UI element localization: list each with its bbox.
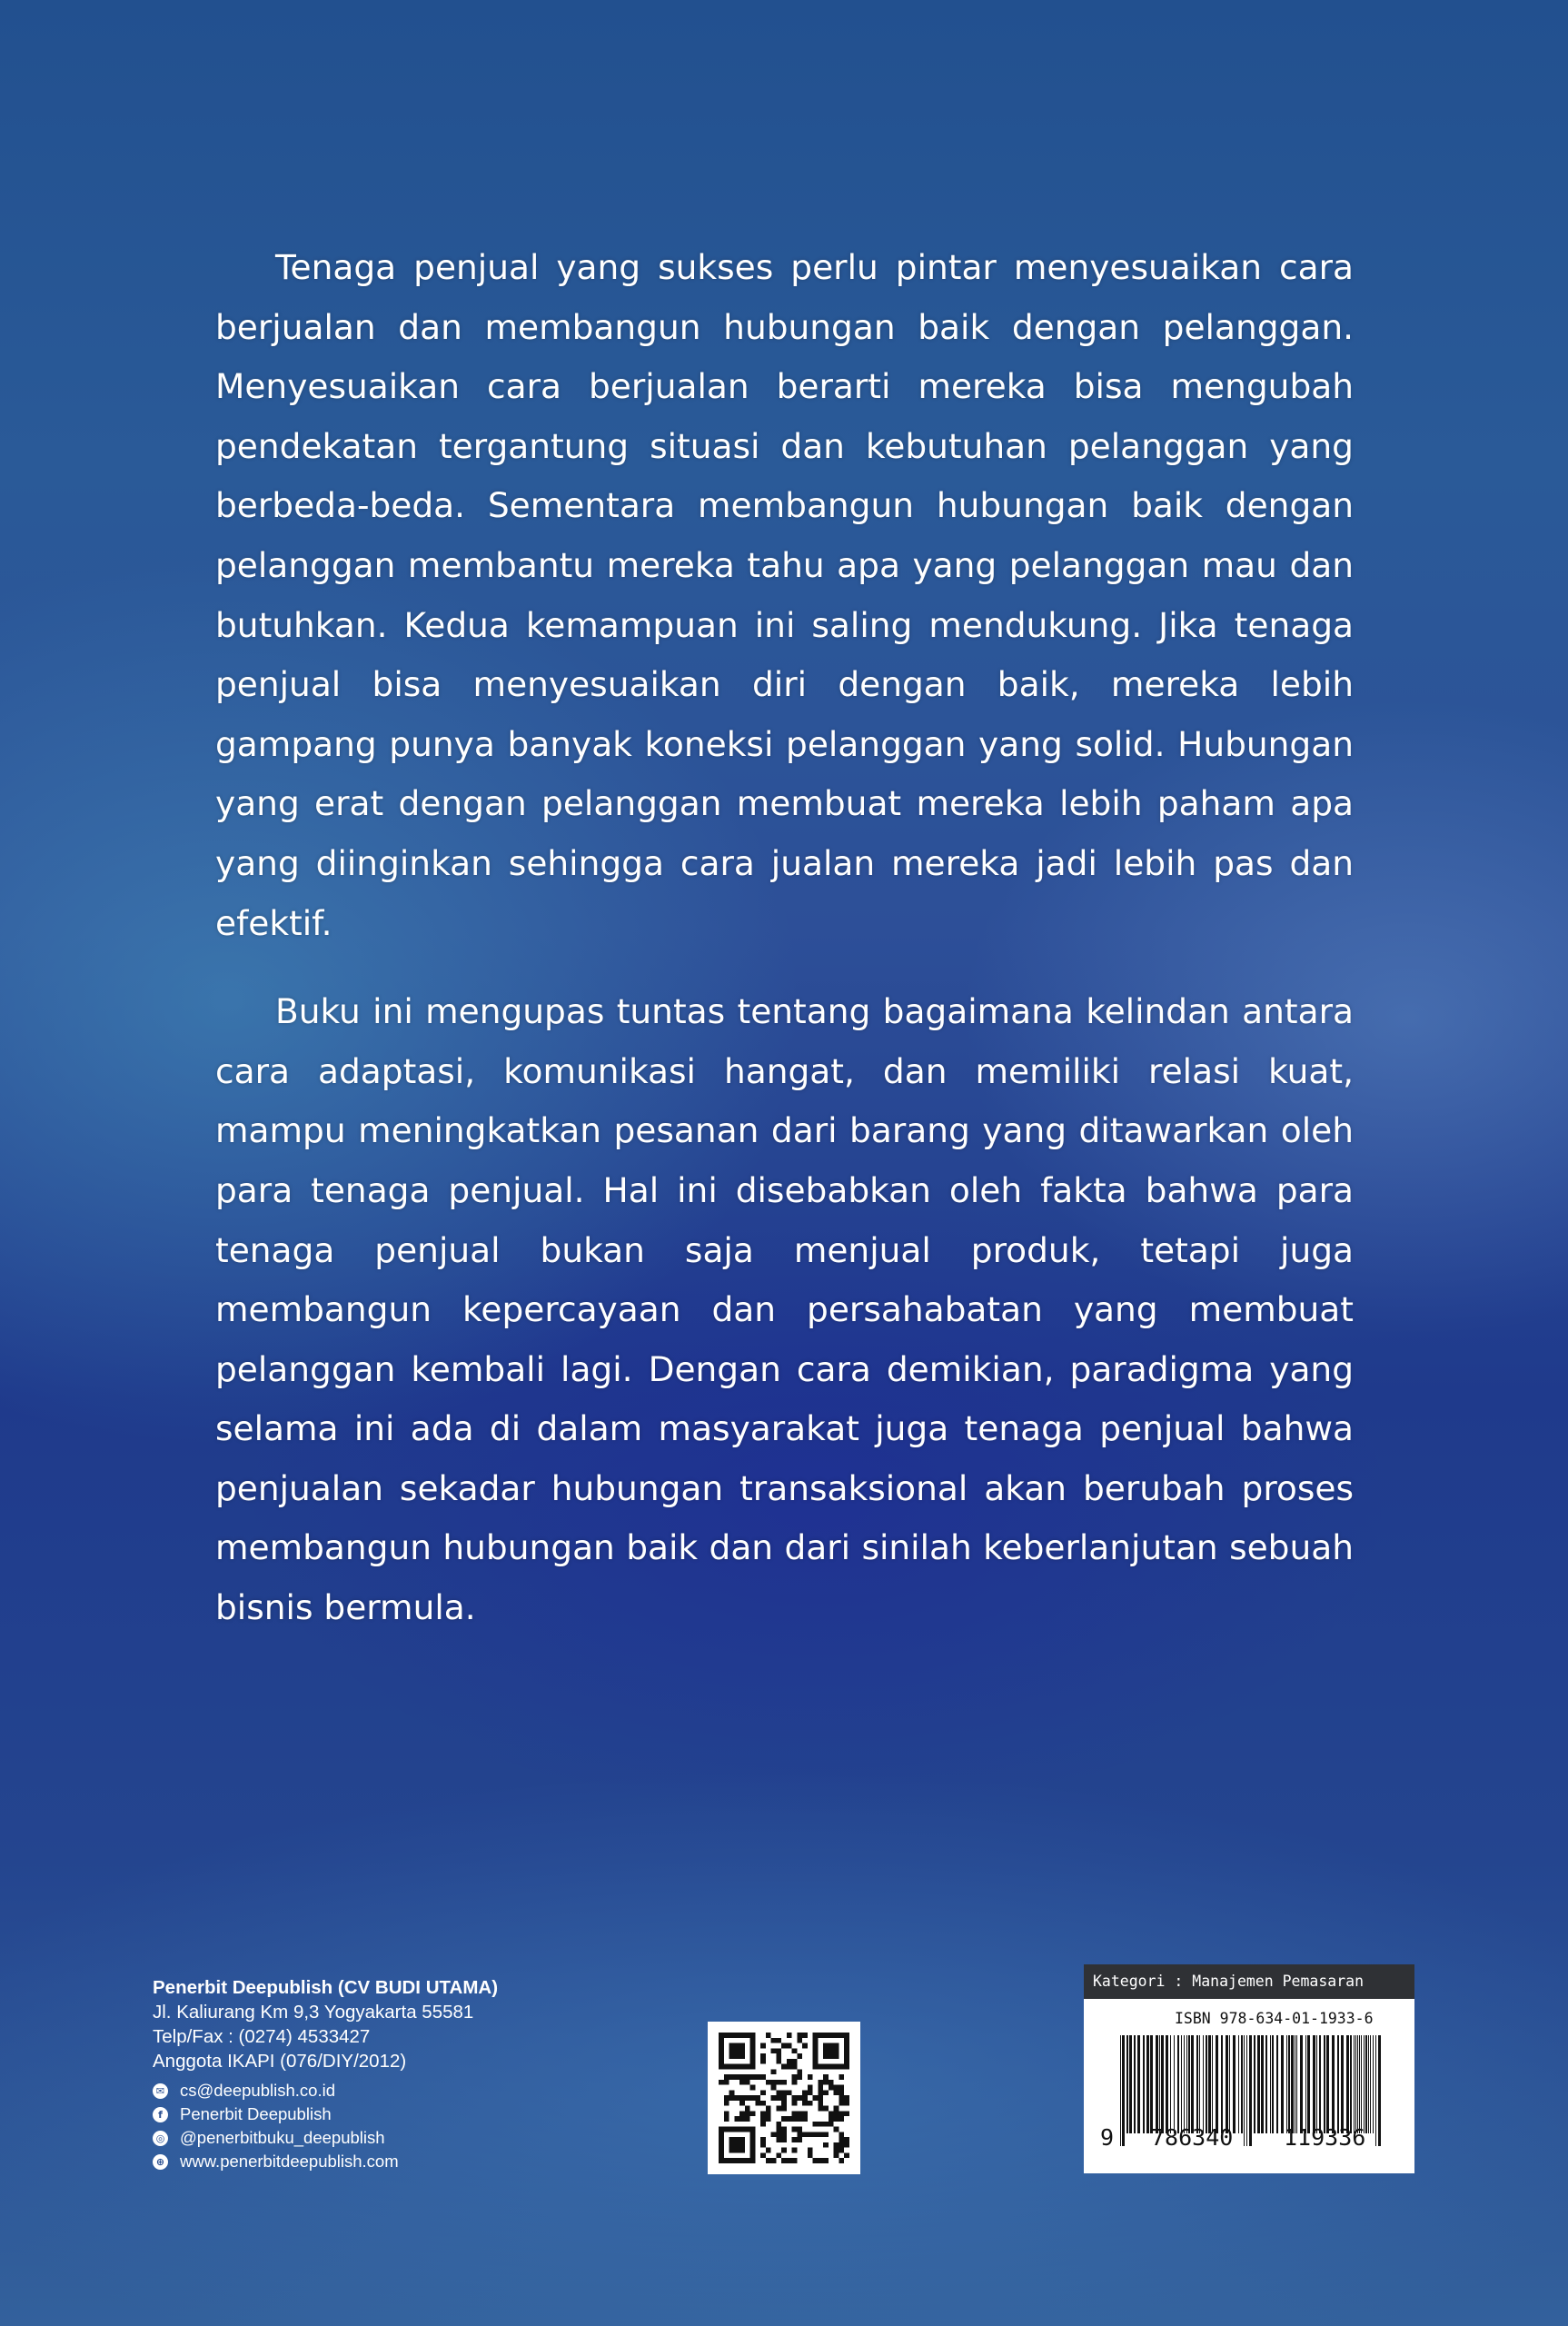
publisher-name: Penerbit Deepublish (CV BUDI UTAMA): [153, 1977, 499, 1998]
contact-instagram: ◎ @penerbitbuku_deepublish: [153, 2126, 498, 2150]
contact-email: ✉ cs@deepublish.co.id: [153, 2079, 498, 2102]
contact-website: ⊕ www.penerbitdeepublish.com: [153, 2150, 498, 2173]
publisher-member: Anggota IKAPI (076/DIY/2012): [153, 2051, 407, 2072]
barcode-group-2: 119336: [1284, 2124, 1366, 2151]
description-text: [215, 238, 1354, 1667]
publisher-phone: Telp/Fax : (0274) 4533427: [153, 2026, 371, 2047]
isbn-barcode-block: [1084, 1964, 1414, 2173]
instagram-icon: ◎: [153, 2131, 168, 2146]
contact-list: [153, 2079, 498, 2173]
facebook-icon: f: [153, 2107, 168, 2122]
barcode-group-1: 786340: [1151, 2124, 1234, 2151]
barcode-lead-digit: 9: [1100, 2124, 1115, 2151]
globe-icon: ⊕: [153, 2154, 168, 2170]
email-icon: ✉: [153, 2083, 168, 2099]
paragraph-1: Tenaga penjual yang sukses perlu pintar menyesuaikan cara berjualan dan membangun hubungan baik dengan pelanggan. Menyesuaikan cara berjualan berarti mereka bisa mengubah pendekatan tergantung situasi dan kebutuhan pelanggan yang berbeda-beda. Sementara membangun hubungan baik dengan pelanggan membantu mereka tahu apa yang pelanggan mau dan butuhkan. Kedua kemampuan ini saling mendukung. Jika tenaga penjual bisa menyesuaikan diri dengan baik, mereka lebih gampang punya banyak koneksi pelanggan yang solid. Hubungan yang erat dengan pelanggan membuat mereka lebih paham apa yang diinginkan sehingga cara jualan mereka jadi lebih pas dan efektif.: [215, 247, 1354, 943]
isbn-text: ISBN 978-634-01-1933-6: [1175, 2010, 1374, 2027]
publisher-info: [153, 1975, 498, 2173]
contact-facebook: f Penerbit Deepublish: [153, 2102, 498, 2126]
barcode-area: [1084, 1999, 1414, 2173]
paragraph-2: Buku ini mengupas tuntas tentang bagaimana kelindan antara cara adaptasi, komunikasi hangat, dan memiliki relasi kuat, mampu meningkatkan pesanan dari barang yang ditawarkan oleh para tenaga penjual. Hal ini disebabkan oleh fakta bahwa para tenaga penjual bukan saja menjual produk, tetapi juga membangun kepercayaan dan persahabatan yang membuat pelanggan kembali lagi. Dengan cara demikian, paradigma yang selama ini ada di dalam masyarakat juga tenaga penjual bahwa penjualan sekadar hubungan transaksional akan berubah proses membangun hubungan baik dan dari sinilah keberlanjutan sebuah bisnis bermula.: [215, 991, 1354, 1628]
publisher-address: Jl. Kaliurang Km 9,3 Yogyakarta 55581: [153, 2002, 474, 2023]
category-label: Kategori : Manajemen Pemasaran: [1084, 1964, 1414, 1999]
qr-code: [708, 2022, 860, 2174]
